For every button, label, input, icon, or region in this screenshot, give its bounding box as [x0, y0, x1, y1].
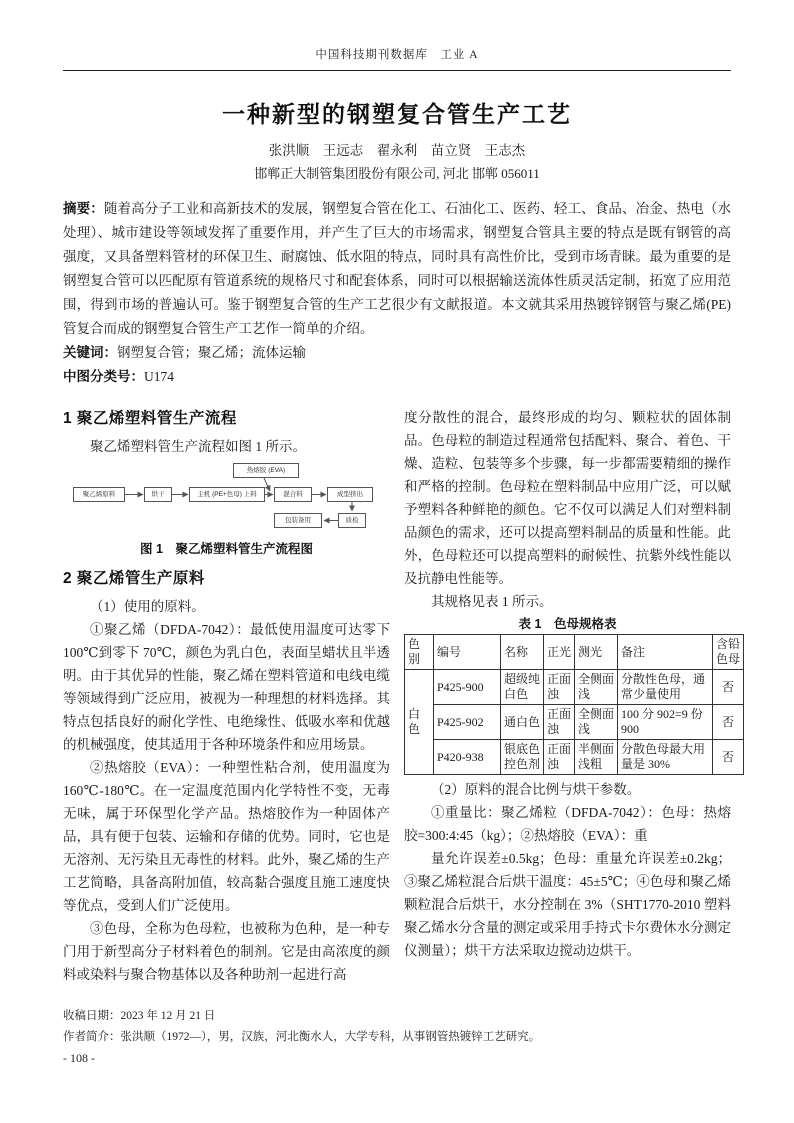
flowchart-node-eva: 热熔胶 (EVA): [233, 463, 299, 478]
keywords-label: 关键词：: [63, 345, 117, 360]
header-cell-code: 编号: [434, 635, 501, 670]
table-row: [405, 670, 744, 705]
flowchart-node-mixture: 混合料: [274, 487, 312, 502]
abstract-text: 随着高分子工业和高新技术的发展，钢塑复合管在化工、石油化工、医药、轻工、食品、冶金、热电（水处理）、城市建设等领域发挥了重要作用，并产生了巨大的市场需求，钢塑复合管具主要的特点是既有钢管的高强度，又具备塑料管材的环保卫生、耐腐蚀、低水阻的特点，同时具有高性价比，受到市场青睐。最为重要的是钢塑复合管可以匹配原有管道系统的规格尺寸和配套体系，同时可以根据输送流体性质灵活定制，拓宽了应用范围，得到市场的普遍认可。鉴于钢塑复合管的生产工艺很少有文献报道。本文就其采用热镀锌钢管与聚乙烯(PE)管复合而成的钢塑复合管生产工艺作一简单的介绍。: [63, 201, 731, 336]
cell-code: P425-902: [434, 705, 501, 740]
cell-lead: 否: [713, 670, 744, 705]
header-cell-note: 备注: [618, 635, 713, 670]
flowchart-node-drying: 烘干: [144, 487, 172, 502]
flowchart-node-packaging: 包装备用: [274, 513, 322, 528]
section-1-intro: 聚乙烯塑料管生产流程如图 1 所示。: [90, 439, 306, 454]
author-bio-label: 作者简介：: [63, 1031, 121, 1043]
header-cell-color-group: 色别: [405, 635, 434, 670]
table-row: [405, 740, 744, 775]
header-cell-name: 名称: [501, 635, 544, 670]
received-date-value: 2023 年 12 月 21 日: [120, 1010, 216, 1022]
received-date: [63, 1006, 731, 1027]
cell-lead: 否: [713, 705, 744, 740]
section-2-paragraph: ②热熔胶（EVA）：一种塑性粘合剂，使用温度为 160℃-180℃。在一定温度范围内化学特性不变，无毒无味，属于环保型化学产品。热熔胶作为一种固体产品，具有便于包装、运输和存储的优势。同时，它也是无溶剂、无污染且无毒性的材料。此外，聚乙烯的生产工艺简略，具备高附加值，较高黏合强度且施工速度快等优点，受到人们广泛使用。: [63, 760, 390, 913]
cell-note: 分散色母最大用量是 30%: [618, 740, 713, 775]
article-meta: [63, 197, 731, 389]
page-footer: [63, 1006, 731, 1069]
page-content: [63, 82, 741, 986]
cell-lead: 否: [713, 740, 744, 775]
header-cell-front-light: 正光: [544, 635, 575, 670]
page-number: - 108 -: [63, 1051, 95, 1065]
table-header-row: [405, 635, 744, 670]
cell-note: 分散性色母，通常少量使用: [618, 670, 713, 705]
received-date-label: 收稿日期：: [63, 1010, 121, 1022]
cell-name: 银底色控色剂: [501, 740, 544, 775]
flowchart-node-main-machine: 主机 (PE+色母) 上料: [189, 487, 265, 502]
continuation-paragraph: 度分散性的混合，最终形成的均匀、颗粒状的固体制品。色母粒的制造过程通常包括配料、聚合、着色、干燥、造粒、包装等多个步骤，每一步都需要精细的操作和严格的控制。色母粒在塑料制品中应用广泛，可以赋予塑料各种鲜艳的颜色。它不仅可以满足人们对塑料制品颜色的需求，还可以提高塑料制品的质量和性能。此外，色母粒还可以提高塑料的耐候性、抗紫外线性能以及抗静电性能等。: [404, 410, 731, 586]
cell-side-light: 全侧面浅: [575, 670, 618, 705]
cell-front-light: 正面浊: [544, 740, 575, 775]
cell-name: 通白色: [501, 705, 544, 740]
section-2-paragraph: （1）使用的原料。: [90, 599, 205, 614]
flowchart-node-inspection: 质检: [338, 513, 366, 528]
clc-number: [63, 365, 731, 389]
left-column: [63, 406, 390, 986]
cell-name: 超级纯白色: [501, 670, 544, 705]
right-paragraph: （2）原料的混合比例与烘干参数。: [431, 782, 641, 797]
section-2-heading: 2 聚乙烯管生产原料: [63, 570, 205, 587]
section-2-paragraph: ③色母，全称为色母粒，也被称为色种，是一种专门用于新型高分子材料着色的制剂。它是由高浓度的颜料或染料与聚合物基体以及各种助剂一起进行高: [63, 921, 390, 982]
flowchart-node-extrusion: 成型挤出: [327, 487, 373, 502]
clc-label: 中图分类号：: [63, 369, 144, 384]
author-bio: [63, 1027, 731, 1048]
table-1-caption: 表 1 色母规格表: [518, 617, 617, 631]
table-row: [405, 705, 744, 740]
clc-value: U174: [144, 369, 174, 384]
right-column: [404, 406, 741, 986]
section-2-paragraph: ①聚乙烯（DFDA-7042）：最低使用温度可达零下 100℃到零下 70℃，颜色为乳白色，表面呈蜡状且半透明。由于其优异的性能，聚乙烯在塑料管道和电线电缆等领域得到广泛应用，被视为一种理想的材料选择。其特点包括良好的耐化学性、电绝缘性、低吸水率和优越的机械强度，使其适用于各种环境条件和应用场景。: [63, 622, 390, 752]
article-title: 一种新型的钢塑复合管生产工艺: [222, 101, 572, 127]
cell-color-group: 白色: [405, 670, 434, 775]
header-cell-lead: 含铅色母: [713, 635, 744, 670]
abstract-label: 摘要：: [63, 201, 104, 216]
author-bio-value: 张洪顺（1972—），男，汉族，河北衡水人，大学专科，从事钢管热镀锌工艺研究。: [120, 1031, 541, 1043]
flowchart-node-raw-material: 聚乙烯原料: [73, 487, 125, 502]
right-paragraph: 量允许误差±0.5kg；色母：重量允许误差±0.2kg；③聚乙烯粒混合后烘干温度：45±5℃；④色母和聚乙烯颗粒混合后烘干，水分控制在 3%（SHT1770-2010 塑料 聚乙烯水分含量的测定或采用手持式卡尔费休水分测定仪测量）；烘干方法采取边搅动边烘干。: [404, 851, 731, 958]
table-intro: 其规格见表 1 所示。: [431, 594, 553, 609]
table-1-color-masterbatch-spec: [404, 634, 744, 775]
abstract: [63, 197, 731, 341]
affiliation: 邯郸正大制管集团股份有限公司, 河北 邯郸 056011: [254, 166, 540, 181]
cell-side-light: 半侧面浅粗: [575, 740, 618, 775]
author-list: 张洪顺 王远志 翟永利 苗立贤 王志杰: [268, 143, 526, 158]
cell-front-light: 正面浊: [544, 705, 575, 740]
right-paragraph: ①重量比：聚乙烯粒（DFDA-7042）：色母：热熔胶=300:4:45（kg）；②热熔胶（EVA）：重: [404, 805, 731, 843]
header-cell-side-light: 测光: [575, 635, 618, 670]
cell-front-light: 正面浊: [544, 670, 575, 705]
cell-side-light: 全侧面浅: [575, 705, 618, 740]
header-divider: [63, 70, 731, 71]
two-column-body: [63, 406, 741, 986]
figure-1-flowchart: [63, 463, 390, 537]
section-1-heading: 1 聚乙烯塑料管生产流程: [63, 410, 237, 427]
cell-note: 100 分 902=9 份 900: [618, 705, 713, 740]
keywords-text: 钢塑复合管；聚乙烯；流体运输: [117, 345, 306, 360]
cell-code: P425-900: [434, 670, 501, 705]
figure-1-caption: 图 1 聚乙烯塑料管生产流程图: [140, 542, 313, 556]
cell-code: P420-938: [434, 740, 501, 775]
keywords: [63, 341, 731, 365]
journal-header: 中国科技期刊数据库 工业 A: [315, 49, 479, 61]
